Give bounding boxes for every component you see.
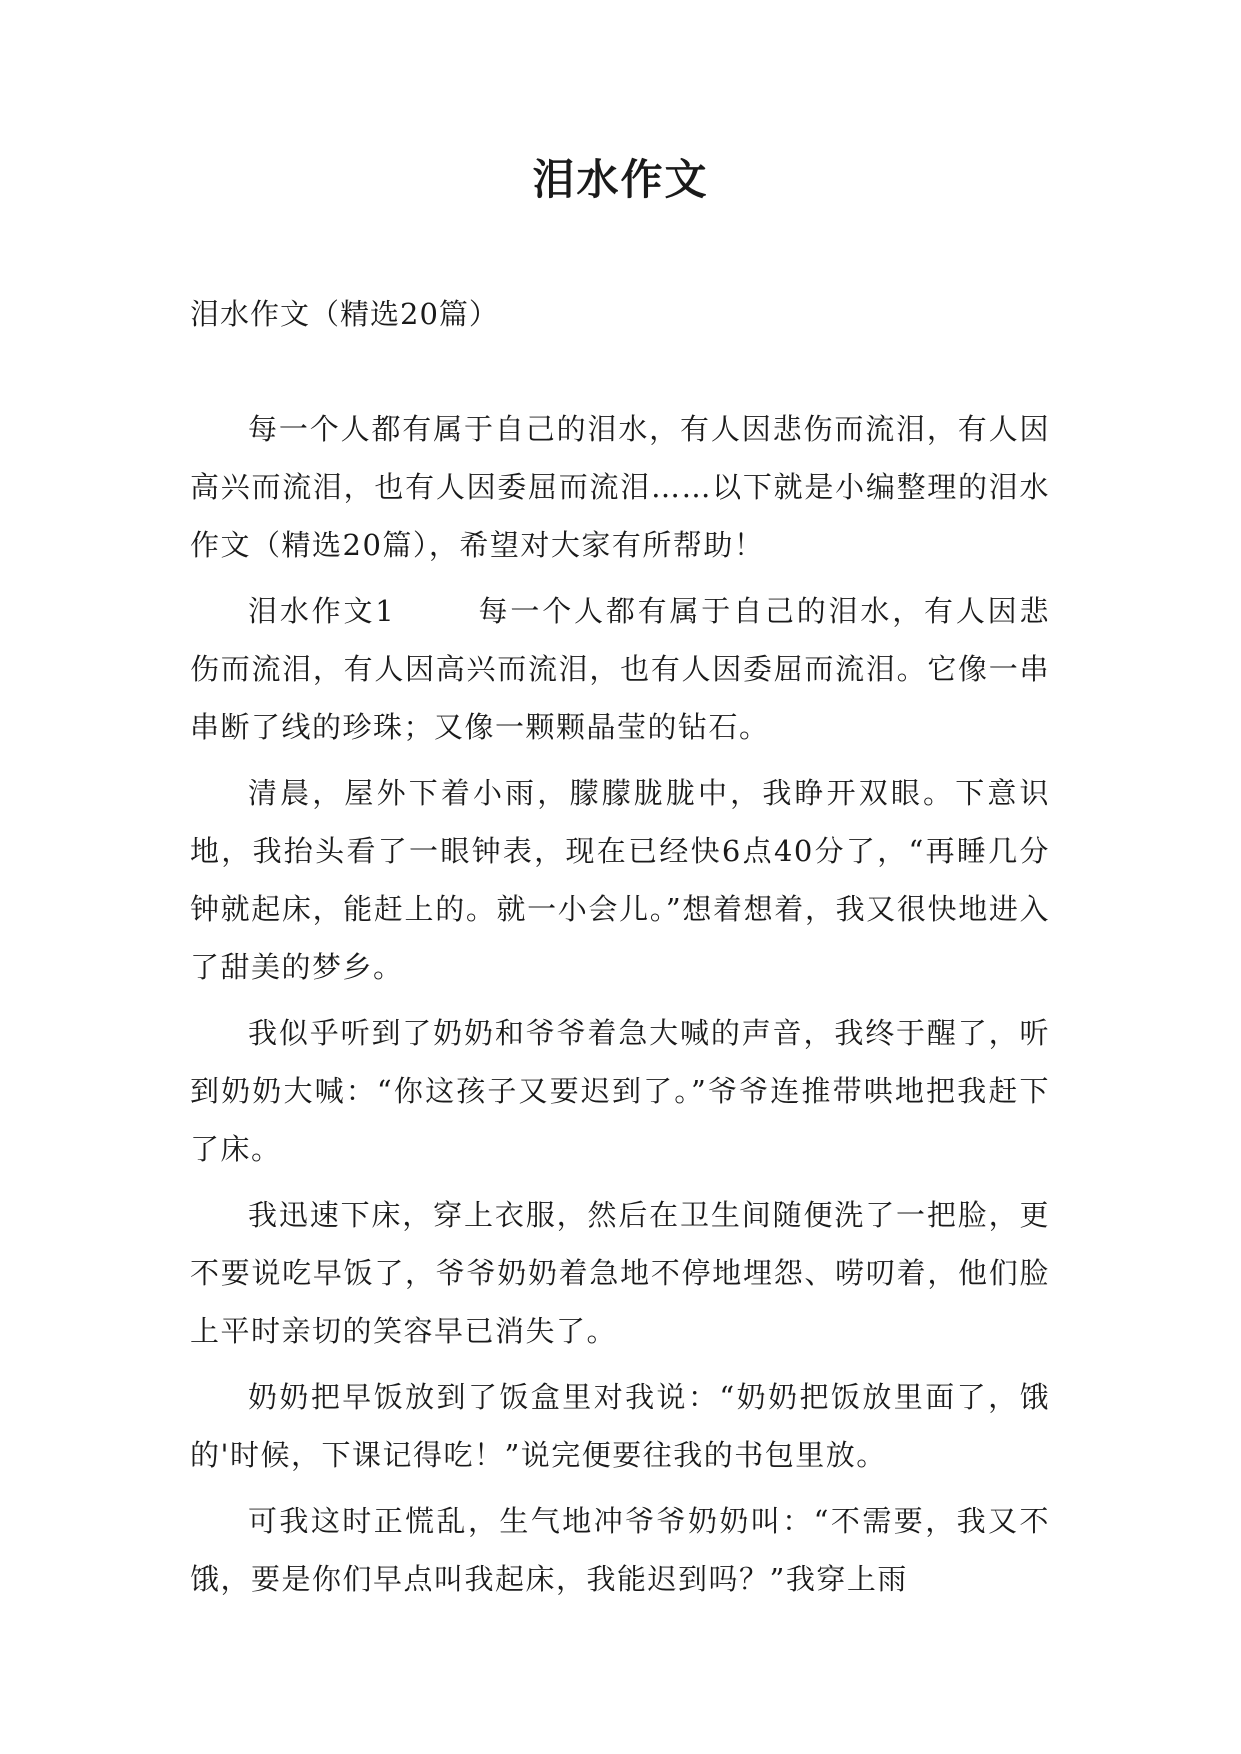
essay-1-paragraph-6: 可我这时正慌乱，生气地冲爷爷奶奶叫：“不需要，我又不饿，要是你们早点叫我起床，我能迟到吗？”我穿上雨: [190, 1504, 1050, 1596]
essay-1-paragraph-3: 我似乎听到了奶奶和爷爷着急大喊的声音，我终于醒了，听到奶奶大喊：“你这孩子又要迟到了。”爷爷连推带哄地把我赶下了床。: [190, 1016, 1050, 1166]
essay-1-paragraph-1: [190, 582, 1050, 756]
essay-1-paragraph-2: 清晨，屋外下着小雨，朦朦胧胧中，我睁开双眼。下意识地，我抬头看了一眼钟表，现在已经快6点40分了，“再睡几分钟就起床，能赶上的。就一小会儿。”想着想着，我又很快地进入了甜美的梦乡。: [190, 776, 1050, 984]
page-title: 泪水作文: [532, 155, 709, 204]
section-heading: 泪水作文1: [248, 594, 396, 628]
intro-paragraph: 每一个人都有属于自己的泪水，有人因悲伤而流泪，有人因高兴而流泪，也有人因委屈而流泪……以下就是小编整理的泪水作文（精选20篇），希望对大家有所帮助！: [190, 412, 1050, 562]
document-body: [190, 400, 1050, 1616]
essay-1-paragraph-4: 我迅速下床，穿上衣服，然后在卫生间随便洗了一把脸，更不要说吃早饭了，爷爷奶奶着急地不停地埋怨、唠叨着，他们脸上平时亲切的笑容早已消失了。: [190, 1198, 1050, 1348]
essay-1-paragraph-5: 奶奶把早饭放到了饭盒里对我说：“奶奶把饭放里面了，饿的'时候，下课记得吃！”说完便要往我的书包里放。: [190, 1380, 1050, 1472]
essay-1-paragraph-1-text: 每一个人都有属于自己的泪水，有人因悲伤而流泪，有人因高兴而流泪，也有人因委屈而流泪。它像一串串断了线的珍珠；又像一颗颗晶莹的钻石。: [190, 594, 1050, 744]
document-subtitle: 泪水作文（精选20篇）: [190, 297, 499, 331]
